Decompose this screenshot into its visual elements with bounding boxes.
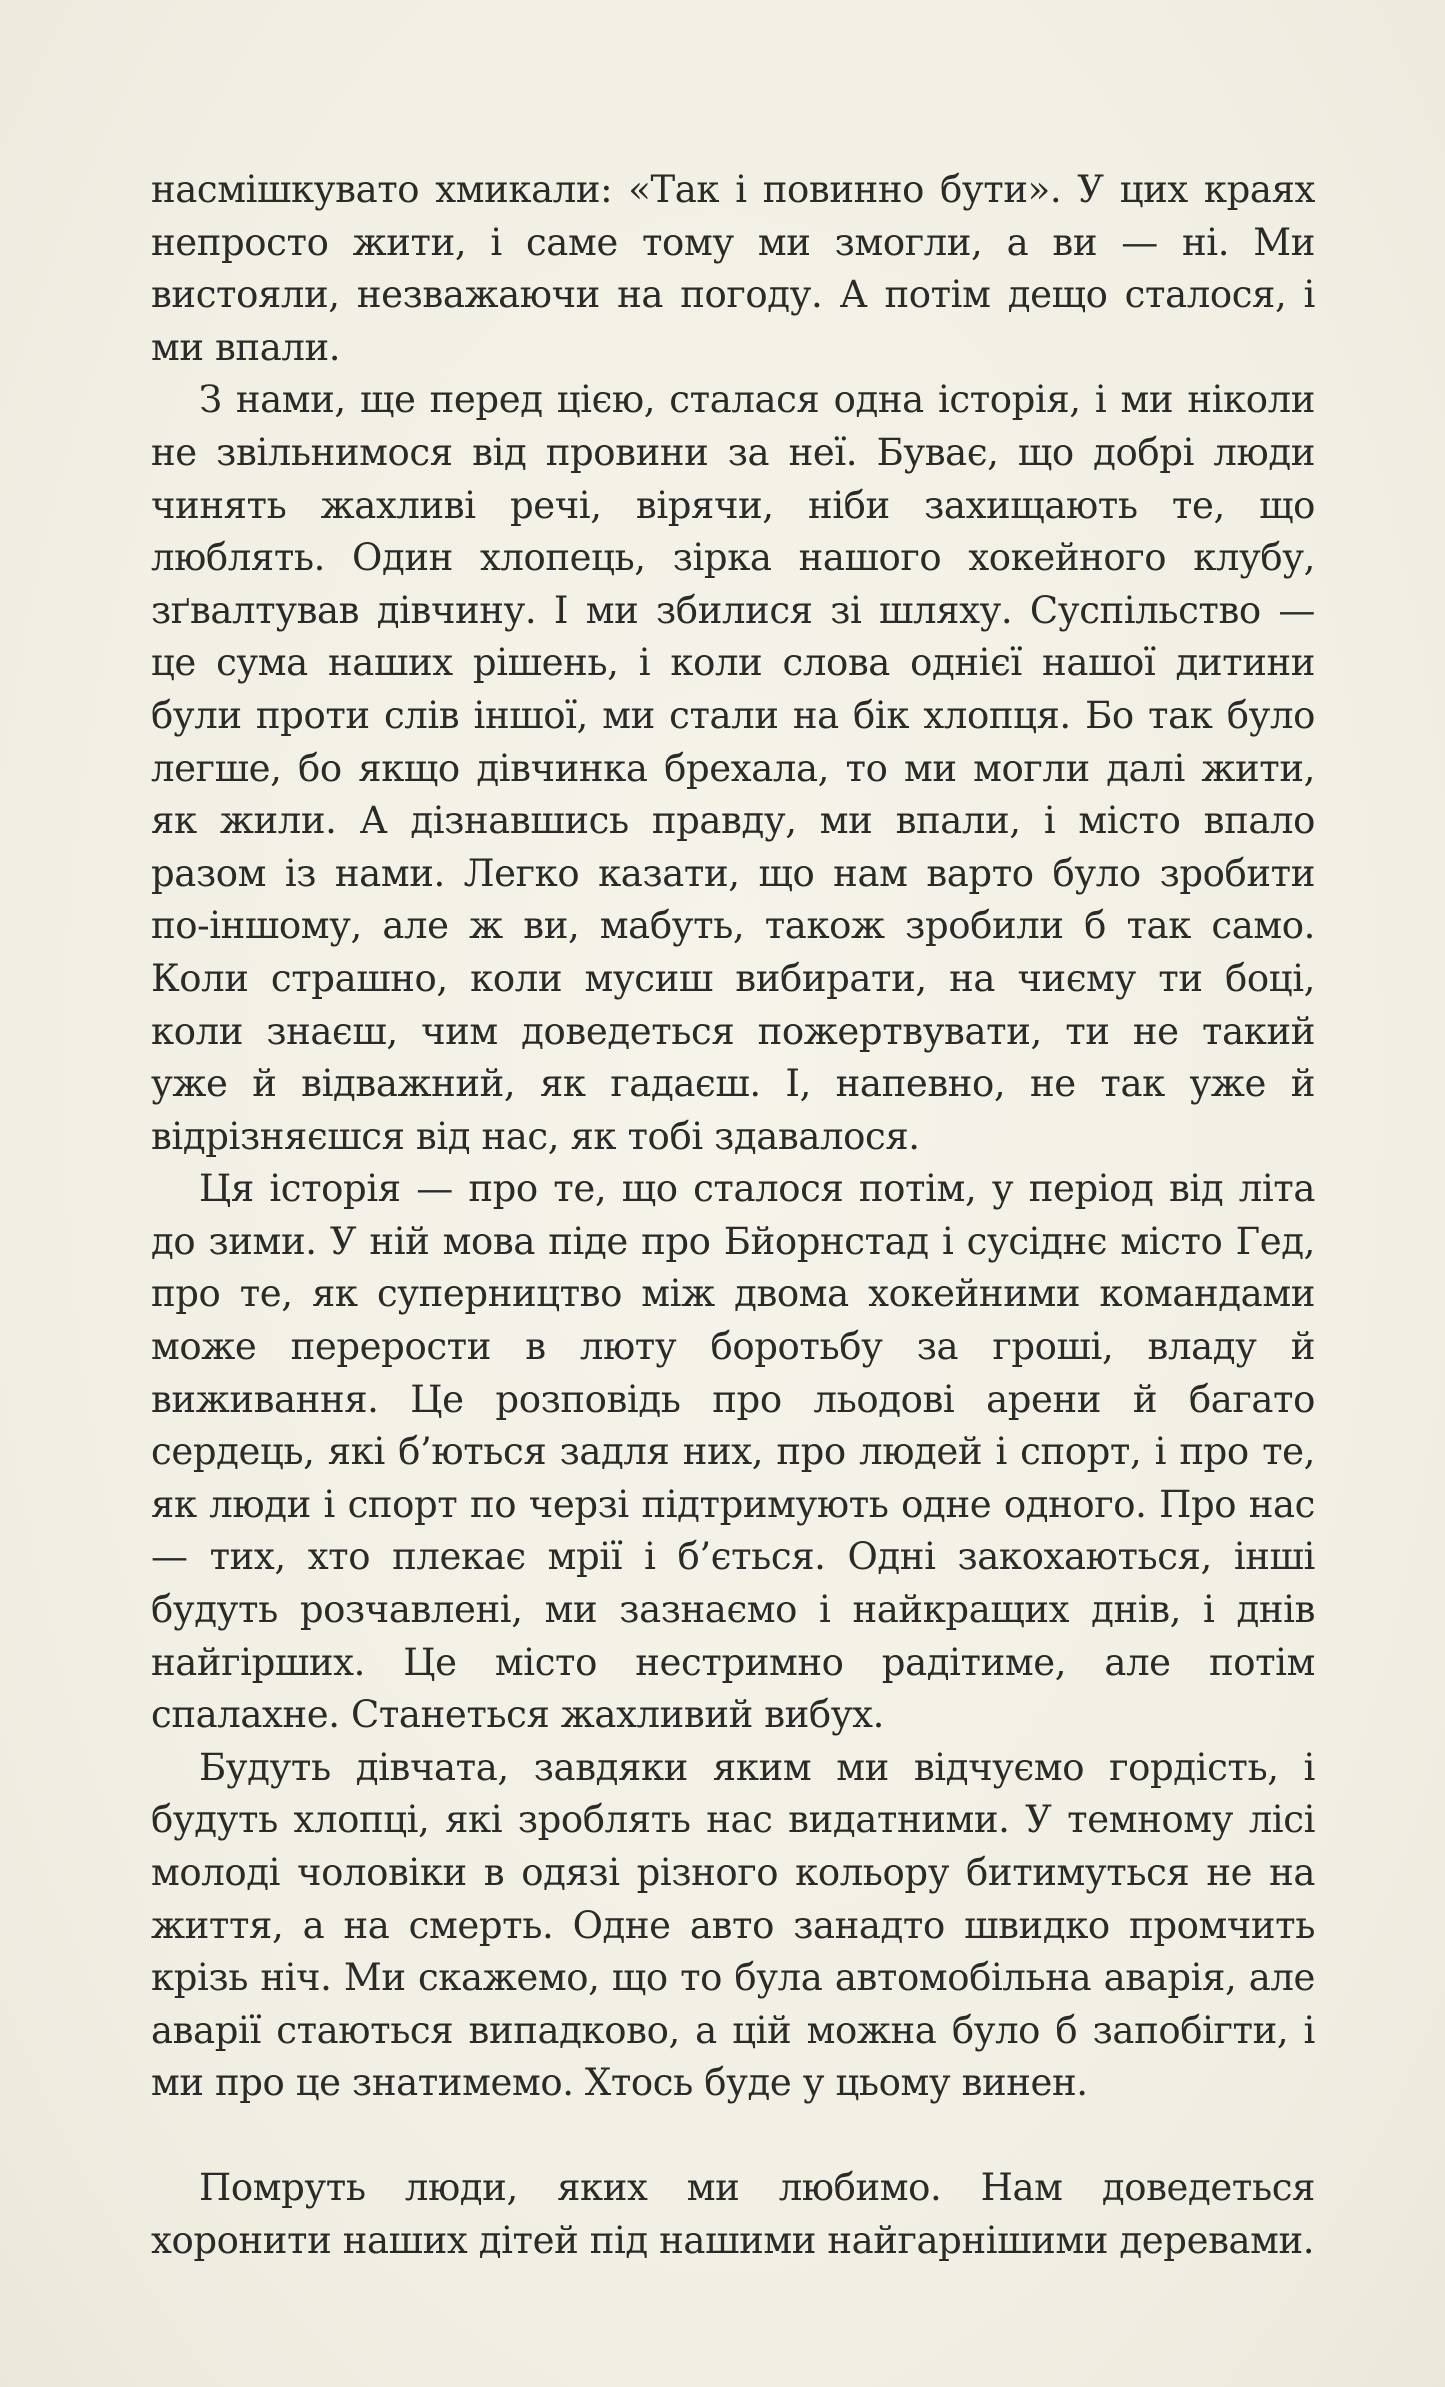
paragraph-5: Помруть люди, яких ми любимо. Нам доведеться хоронити наших дітей під нашими найгарнішими деревами. [151, 2165, 1315, 2262]
paragraph-1: насмішкувато хмикали: «Так і повинно бути». У цих краях непросто жити, і саме тому ми змогли, а ви — ні. Ми вистояли, незважаючи на погоду. А потім дещо сталося, і ми впали. [151, 168, 1315, 369]
paragraph-4: Будуть дівчата, завдяки яким ми відчуємо гордість, і будуть хлопці, які зроблять нас видатними. У темному лісі молоді чоловіки в одязі різного кольору битимуться не на життя, а на смерть. Одне авто занадто швидко промчить крізь ніч. Ми скажемо, що то була автомобільна аварія, але аварії стаються випадково, а цій можна було б запобігти, і ми про це знатимемо. Хтось буде у цьому винен. [151, 1745, 1315, 2105]
body-text [151, 164, 1315, 2267]
paragraph-2: З нами, ще перед цією, сталася одна історія, і ми ніколи не звільнимося від провини за неї. Буває, що добрі люди чинять жахливі речі, вірячи, ніби захищають те, що люблять. Один хлопець, зірка нашого хокейного клубу, зґвалтував дівчину. І ми збилися зі шляху. Суспільство — це сума наших рішень, і коли слова однієї нашої дитини були проти слів іншої, ми стали на бік хлопця. Бо так було легше, бо якщо дівчинка брехала, то ми могли далі жити, як жили. А дізнавшись правду, ми впали, і місто впало разом із нами. Легко казати, що нам варто було зробити по-іншому, але ж ви, мабуть, також зробили б так само. Коли страшно, коли мусиш вибирати, на чиєму ти боці, коли знаєш, чим доведеться пожертвувати, ти не такий уже й відважний, як гадаєш. І, напевно, не так уже й відрізняєшся від нас, як тобі здавалося. [151, 378, 1315, 1158]
paragraph-3: Ця історія — про те, що сталося потім, у період від літа до зими. У ній мова піде про Бйорнстад і сусіднє місто Гед, про те, як суперництво між двома хокейними командами може перерости в люту боротьбу за гроші, владу й виживання. Це розповідь про льодові арени й багато сердець, які б’ються задля них, про людей і спорт, і про те, як люди і спорт по черзі підтримують одне одного. Про нас — тих, хто плекає мрії і б’ється. Одні закохаються, інші будуть розчавлені, ми зазнаємо і найкращих днів, і днів найгірших. Це місто нестримно радітиме, але потім спалахне. Станеться жахливий вибух. [151, 1167, 1315, 1737]
